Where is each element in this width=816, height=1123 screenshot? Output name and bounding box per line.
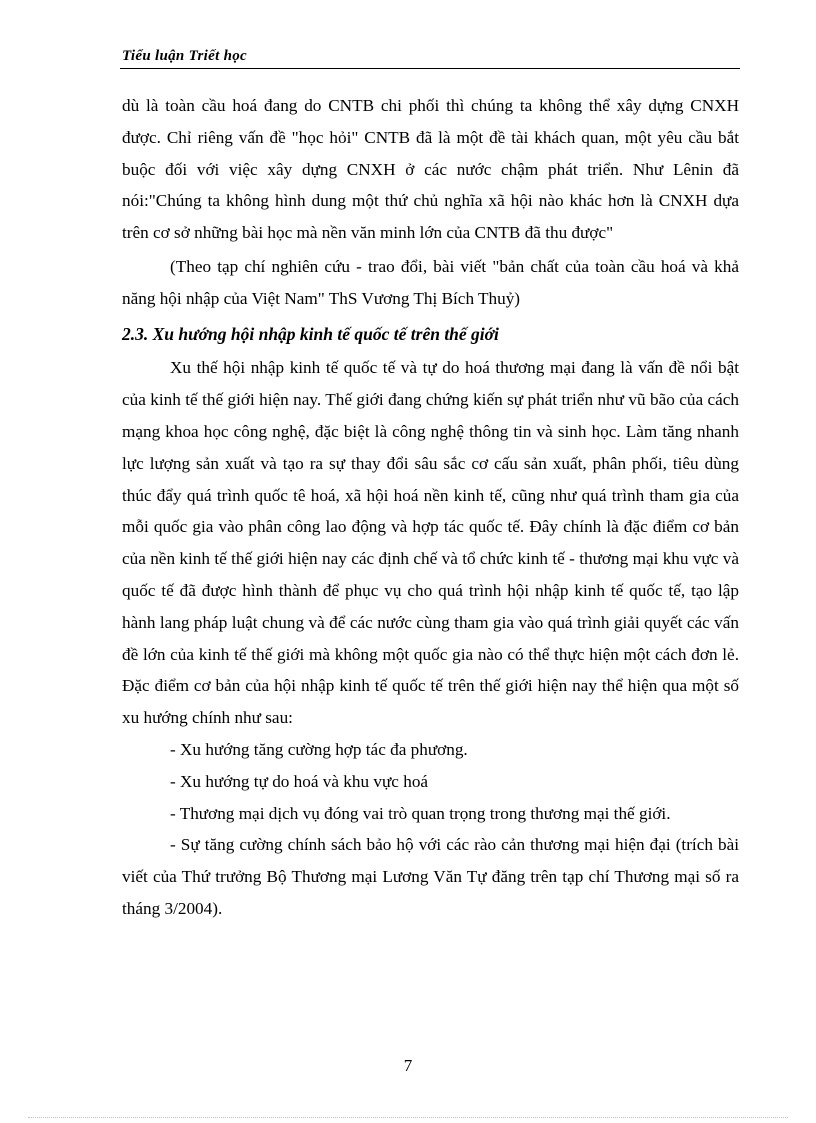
paragraph-citation: (Theo tạp chí nghiên cứu - trao đổi, bài viết "bản chất của toàn cầu hoá và khả năng hội nhập của Việt Nam" ThS Vương Thị Bích Thuỷ): [122, 256, 739, 308]
list-item-services-trade: - Thương mại dịch vụ đóng vai trò quan trọng trong thương mại thế giới.: [170, 803, 671, 823]
page-bottom-divider: [28, 1117, 788, 1118]
paragraph-main: Xu thế hội nhập kinh tế quốc tế và tự do hoá thương mại đang là vấn đề nổi bật của kinh tế thế giới hiện nay. Thế giới đang chứng kiến sự phát triển như vũ bão của cách mạng khoa học công nghệ, đặc biệt là công nghệ thông tin và sinh học. Làm tăng nhanh lực lượng sản xuất và tạo ra sự thay đổi sâu sắc cơ cấu sản xuất, phân phối, tiêu dùng thúc đẩy quá trình quốc tê hoá, xã hội hoá nền kinh tế, cũng như quá trình tham gia của mỗi quốc gia vào phân công lao động và hợp tác quốc tế. Đây chính là đặc điểm cơ bản của nền kinh tế thế giới hiện nay các định chế và tổ chức kinh tế - thương mại khu vực và quốc tế đã được hình thành để phục vụ cho quá trình hội nhập kinh tế quốc tế, tạo lập hành lang pháp luật chung và để các nước cùng tham gia vào quá trình giải quyết các vấn đề lớn của kinh tế thế giới mà không một quốc gia nào có thể thực hiện một cách đơn lẻ. Đặc điểm cơ bản của hội nhập kinh tế quốc tế trên thế giới hiện nay thể hiện qua một số xu hướng chính như sau:: [122, 358, 739, 728]
list-item-multilateral: - Xu hướng tăng cường hợp tác đa phương.: [170, 739, 468, 759]
section-heading: 2.3. Xu hướng hội nhập kinh tế quốc tế trên thế giới: [122, 323, 499, 344]
header-title: Tiểu luận Triết học: [122, 48, 248, 64]
page-number: 7: [403, 1056, 413, 1075]
paragraph-continuation: dù là toàn cầu hoá đang do CNTB chi phối thì chúng ta không thể xây dựng CNXH được. Chỉ riêng vấn đề "học hỏi" CNTB đã là một đề tài khách quan, một yêu cầu bắt buộc đối với việc xây dựng CNXH ở các nước chậm phát triển. Như Lênin đã nói:"Chúng ta không hình dung một thứ chủ nghĩa xã hội nào khác hơn là CNXH dựa trên cơ sở những bài học mà nền văn minh lớn của CNTB đã thu được": [122, 96, 739, 243]
page-body: [122, 90, 739, 925]
page-header: [120, 46, 740, 69]
list-item-liberalization: - Xu hướng tự do hoá và khu vực hoá: [170, 771, 429, 791]
list-item-protectionism: - Sự tăng cường chính sách bảo hộ với các rào cản thương mại hiện đại (trích bài viết của Thứ trưởng Bộ Thương mại Lương Văn Tự đăng trên tạp chí Thương mại số ra tháng 3/2004).: [122, 835, 739, 918]
